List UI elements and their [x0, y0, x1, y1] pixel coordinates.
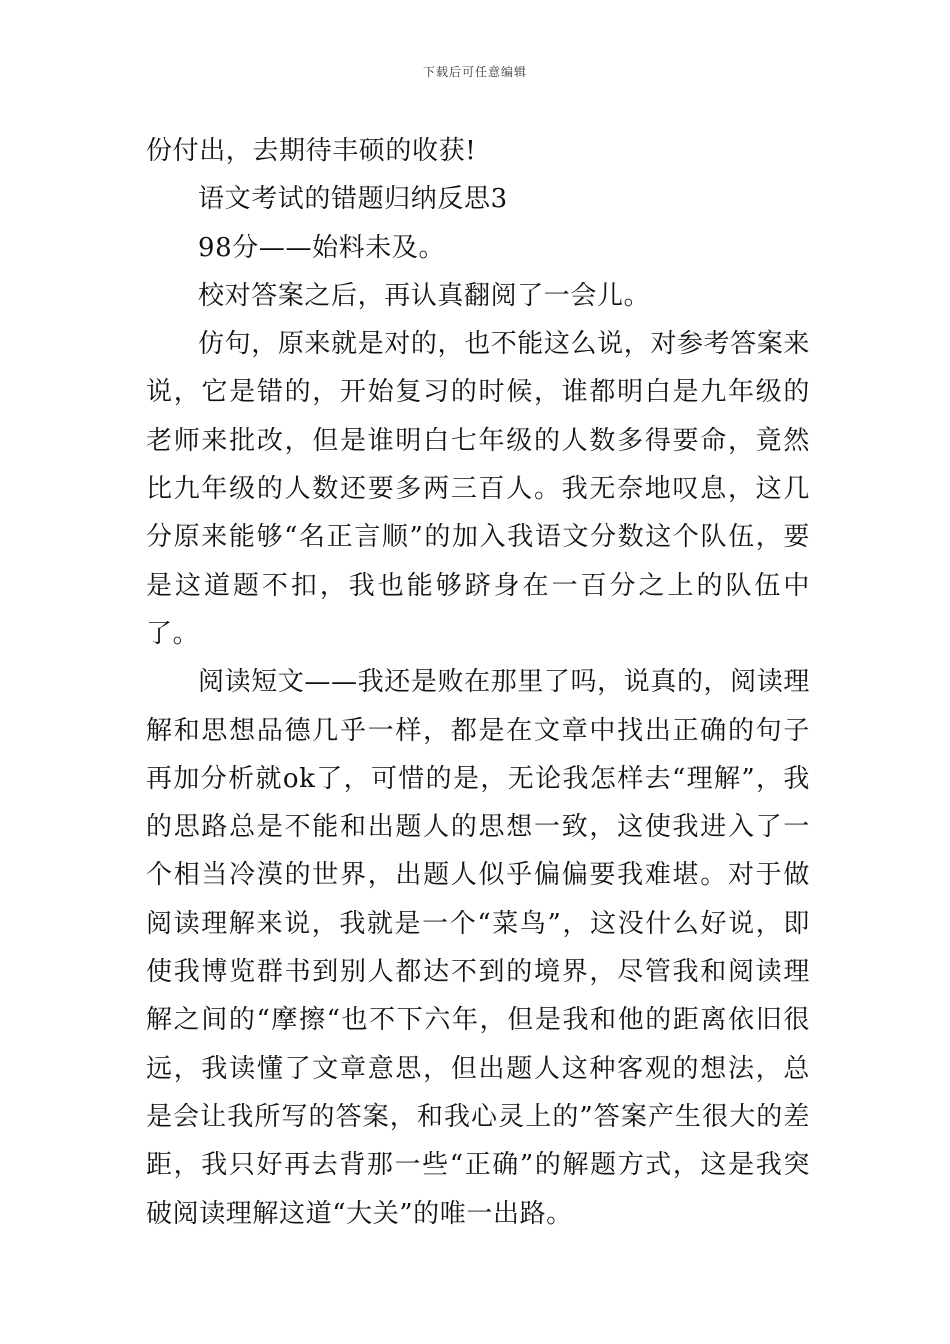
paragraph-reading-comprehension: 阅读短文——我还是败在那里了吗，说真的，阅读理解和思想品德几乎一样，都是在文章中找出正确的句子再加分析就ok了，可惜的是，无论我怎样去“理解”，我的思路总是不能和出题人的思想一致，这使我进入了一个相当冷漠的世界，出题人似乎偏偏要我难堪。对于做阅读理解来说，我就是一个“菜鸟”，这没什么好说，即使我博览群书到别人都达不到的境界，尽管我和阅读理解之间的“摩擦“也不下六年，但是我和他的距离依旧很远，我读懂了文章意思，但出题人这种客观的想法，总是会让我所写的答案，和我心灵上的”答案产生很大的差距，我只好再去背那一些“正确”的解题方式，这是我突破阅读理解这道“大关”的唯一出路。: [146, 667, 810, 1229]
paragraph-score: 98分——始料未及。: [198, 232, 446, 263]
document-body: [146, 127, 810, 1238]
paragraph-continuation: 份付出，去期待丰硕的收获!: [146, 136, 477, 166]
page-header: 下载后可任意编辑: [422, 65, 527, 79]
paragraph-imitation-sentence: 仿句，原来就是对的，也不能这么说，对参考答案来说，它是错的，开始复习的时候，谁都明白是九年级的老师来批改，但是谁明白七年级的人数多得要命，竟然比九年级的人数还要多两三百人。我无奈地叹息，这几分原来能够“名正言顺”的加入我语文分数这个队伍，要是这道题不扣，我也能够跻身在一百分之上的队伍中了。: [146, 329, 810, 649]
paragraph-review: 校对答案之后，再认真翻阅了一会儿。: [198, 280, 651, 311]
section-heading: 语文考试的错题归纳反思3: [198, 184, 508, 215]
